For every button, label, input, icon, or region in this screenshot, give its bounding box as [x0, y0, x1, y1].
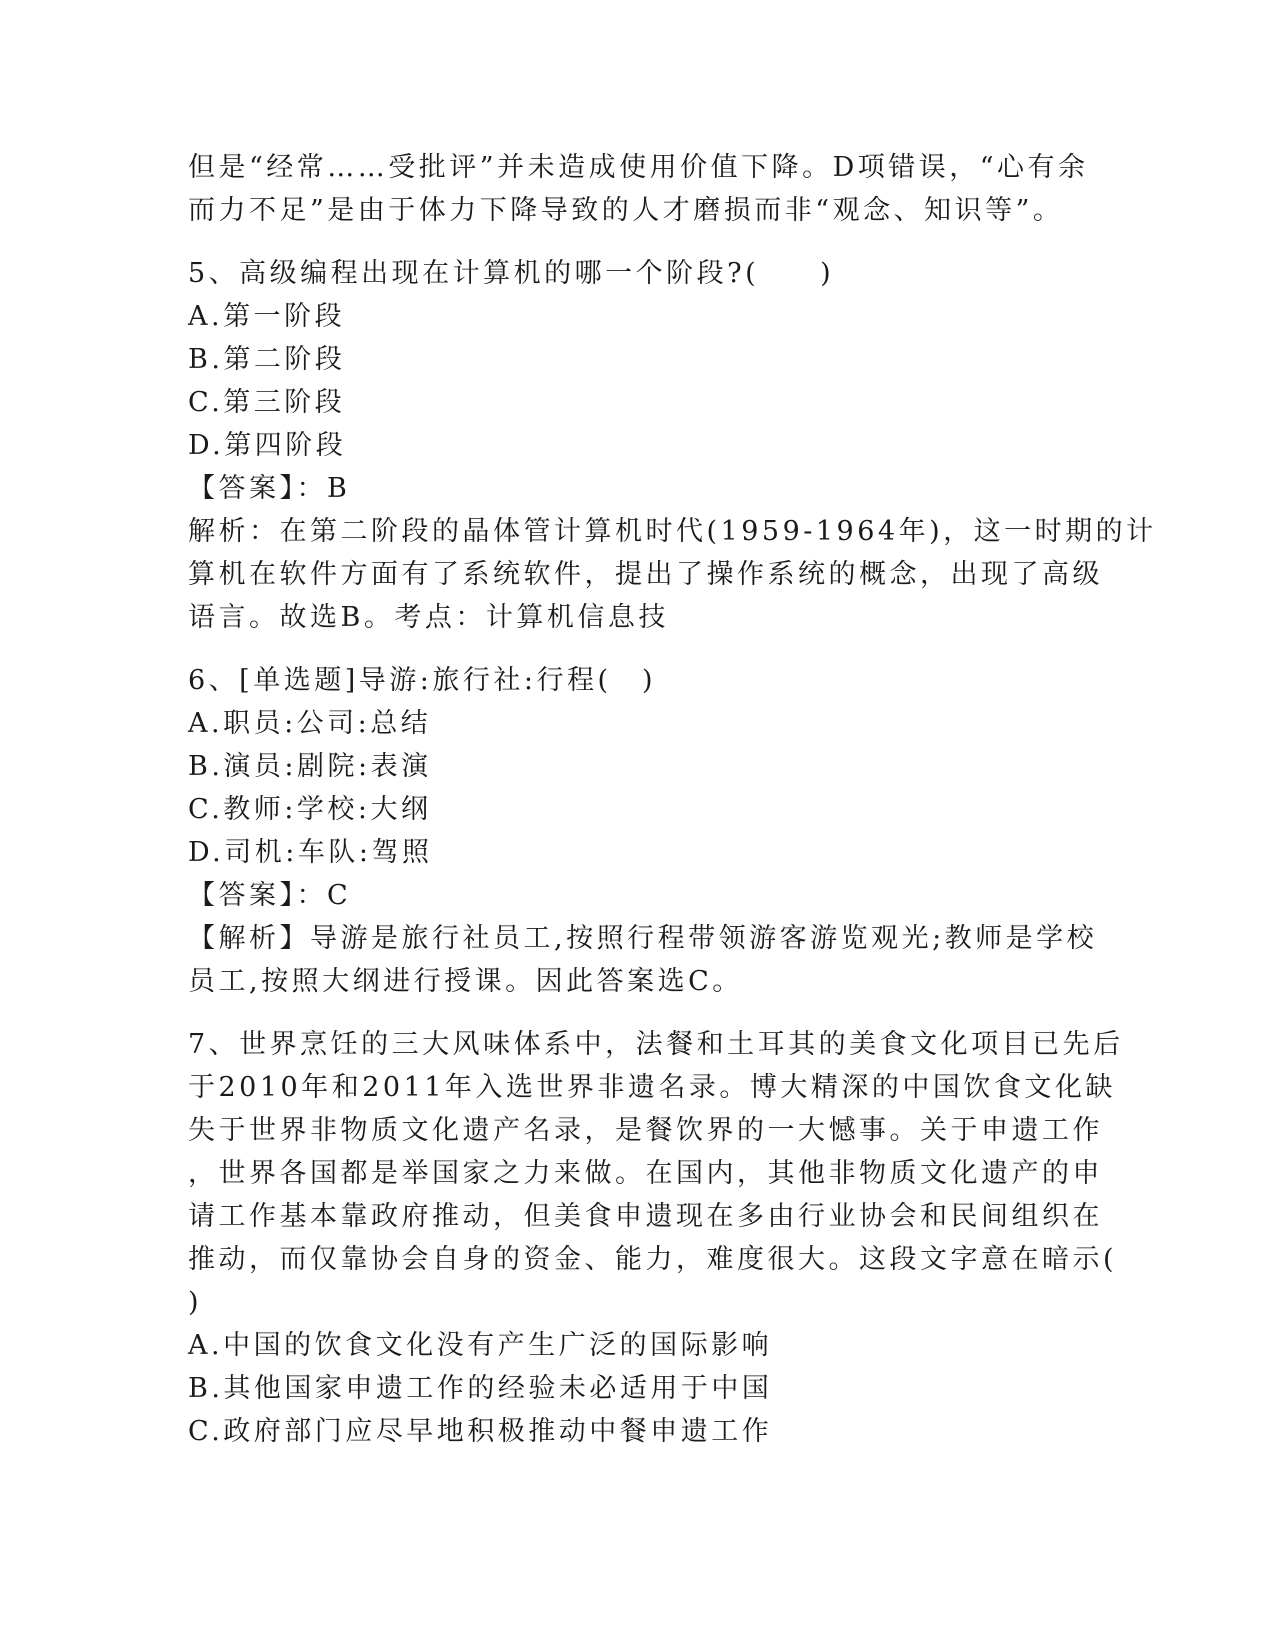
question-text-line: ) — [188, 1287, 203, 1318]
option-a: A.第一阶段 — [188, 301, 346, 332]
analysis-line: 算机在软件方面有了系统软件，提出了操作系统的概念，出现了高级 — [188, 559, 1103, 590]
analysis-line: 员工,按照大纲进行授课。因此答案选C。 — [188, 966, 743, 997]
intro-paragraph — [188, 146, 1088, 232]
option-b: B.第二阶段 — [188, 344, 346, 375]
analysis-line: 【解析】导游是旅行社员工,按照行程带领游客游览观光;教师是学校 — [188, 923, 1098, 954]
option-d: D.第四阶段 — [188, 430, 347, 461]
text-line: 而力不足”是由于体力下降导致的人才磨损而非“观念、知识等”。 — [188, 195, 1064, 226]
option-c: C.第三阶段 — [188, 387, 346, 418]
question-6 — [188, 659, 1098, 1003]
question-text-line: ，世界各国都是举国家之力来做。在国内，其他非物质文化遗产的申 — [188, 1158, 1103, 1189]
question-text-line: 7、世界烹饪的三大风味体系中，法餐和土耳其的美食文化项目已先后 — [188, 1029, 1124, 1060]
question-text-line: 失于世界非物质文化遗产名录，是餐饮界的一大憾事。关于申遗工作 — [188, 1115, 1103, 1146]
analysis-line: 解析：在第二阶段的晶体管计算机时代(1959-1964年)，这一时期的计 — [188, 516, 1157, 547]
question-text-line: 请工作基本靠政府推动，但美食申遗现在多由行业协会和民间组织在 — [188, 1201, 1103, 1232]
option-b: B.演员:剧院:表演 — [188, 751, 432, 782]
question-text: 6、[单选题]导游:旅行社:行程( ) — [188, 665, 657, 696]
question-text-line: 推动，而仅靠协会自身的资金、能力，难度很大。这段文字意在暗示( — [188, 1244, 1118, 1275]
text-line: 但是“经常……受批评”并未造成使用价值下降。D项错误，“心有余 — [188, 152, 1089, 183]
option-c: C.教师:学校:大纲 — [188, 794, 432, 825]
option-b: B.其他国家申遗工作的经验未必适用于中国 — [188, 1373, 773, 1404]
option-d: D.司机:车队:驾照 — [188, 837, 433, 868]
option-a: A.职员:公司:总结 — [188, 708, 432, 739]
analysis-line: 语言。故选B。考点：计算机信息技 — [188, 602, 669, 633]
question-text-line: 于2010年和2011年入选世界非遗名录。博大精深的中国饮食文化缺 — [188, 1072, 1116, 1103]
option-a: A.中国的饮食文化没有产生广泛的国际影响 — [188, 1330, 773, 1361]
answer-line: 【答案】：B — [188, 473, 351, 504]
question-text: 5、高级编程出现在计算机的哪一个阶段?( ) — [188, 258, 835, 289]
document-page — [188, 146, 1157, 1453]
question-7 — [188, 1023, 1124, 1453]
answer-line: 【答案】：C — [188, 880, 352, 911]
question-5 — [188, 252, 1157, 639]
option-c: C.政府部门应尽早地积极推动中餐申遗工作 — [188, 1416, 773, 1447]
